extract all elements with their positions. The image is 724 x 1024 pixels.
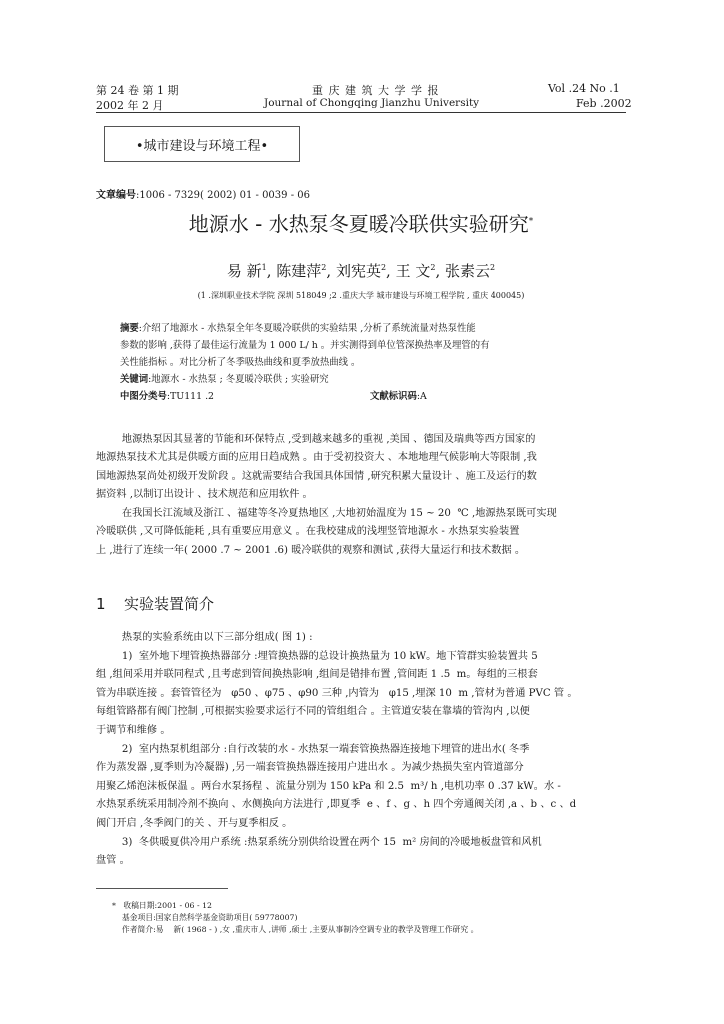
author [396, 262, 445, 280]
author [276, 262, 336, 280]
doc-code-value: :A [416, 391, 427, 402]
abstract-text: 参数的影响 ,获得了最佳运行流量为 1 000 L/ h 。并实测得到单位管深换热率及埋管的有 [120, 340, 490, 351]
header-volume-en: Vol .24 No .1 [548, 82, 620, 95]
footnote: 基金项目:国家自然科学基金资助项目( 59778007) [112, 913, 298, 922]
keywords-text: :地源水 - 水热泵 ; 冬夏暖冷联供 ; 实验研究 [148, 374, 329, 385]
classification-line [120, 388, 614, 405]
title-footnote-mark: * [528, 216, 534, 227]
author-affil-mark: 2 [430, 263, 436, 272]
author [445, 262, 495, 280]
section-heading [96, 593, 214, 614]
header-journal-cn: 重 庆 建 筑 大 学 学 报 [312, 84, 440, 97]
author-list [96, 260, 626, 281]
body-paragraph: 2) 室内热泵机组部分 :自行改装的水 - 水热泵一端套管换热器连接地下埋管的进出水( 冬季 作为蒸发器 ,夏季则为冷凝器) ,另一端套管换热器连接用户进出水 。为减少热损失室内管道部分 用聚乙烯泡沫板保温 。两台水泵扬程 、流量分别为 150 kPa 和 2.5 m³/ h ,电机功率 0 .37 kW。水 - 水热泵系统采用制冷剂不换向 、水侧换向方法进行 ,即夏季 e 、f 、g 、h 四个旁通阀关闭 ,a 、b 、c 、d 阀门开启 ,冬季阀门的关 、开与夏季相反 。 [96, 744, 577, 829]
author-name: 陈建萍 [276, 262, 322, 280]
author-sep: , [266, 262, 277, 280]
author-affil-mark: 2 [321, 263, 327, 272]
clc-label: 中图分类号 [120, 391, 167, 402]
header-rule [96, 112, 626, 113]
author-affil-mark: 1 [261, 263, 267, 272]
keywords-label: 关键词 [120, 374, 149, 385]
author-name: 王 文 [395, 262, 431, 280]
author-sep: , [386, 262, 396, 280]
article-number-label: 文章编号 [96, 190, 136, 201]
affiliations: (1 .深圳职业技术学院 深圳 518049 ;2 .重庆大学 城市建设与环境工程学院 , 重庆 400045) [197, 291, 525, 300]
body-paragraph: 1) 室外地下埋管换热器部分 :埋管换热器的总设计换热量为 10 kW。地下管群实验装置共 5 组 ,组间采用并联同程式 ,且考虑到管间换热影响 ,组间是错排布置 ,管间距 1 .5 m。每组的三根套 管为串联连接 。套管管径为 φ50 、φ75 、φ90 三种 ,内管为 φ15 ,埋深 10 m ,管材为普通 PVC 管 。 每组管路都有阀门控制 ,可根据实验要求运行不同的管组组合 。主管道安装在靠墙的管沟内 ,以便 于调节和维修 。 [96, 651, 578, 736]
intro-paragraph: 在我国长江流域及浙江 、福建等冬冷夏热地区 ,大地初始温度为 15 ~ 20 ℃ ,地源热泵既可实现 冷暖联供 ,又可降低能耗 ,具有重要应用意义 。在我校建成的浅埋竖管地源水 - 水热泵实验装置 上 ,进行了连续一年( 2000 .7 ~ 2001 .6) 暖冷联供的观察和测试 ,获得大量运行和技术数据 。 [96, 508, 557, 556]
intro-paragraph: 地源热泵因其显著的节能和环保特点 ,受到越来越多的重视 ,美国 、德国及瑞典等西方国家的 地源热泵技术尤其是供暖方面的应用日趋成熟 。由于受初投资大 、本地地理气候影响大等限制 ,我 国地源热泵尚处初级开发阶段 。这就需要结合我国具体国情 ,研究积累大量设计 、施工及运行的数 据资料 ,以制订出设计 、技术规范和应用软件 。 [96, 434, 537, 501]
article-number [96, 186, 310, 201]
section-title: 实验装置简介 [124, 595, 215, 613]
body-paragraph: 热泵的实验系统由以下三部分组成( 图 1) : [96, 632, 313, 643]
footnote-rule [96, 888, 228, 889]
body-paragraph: 3) 冬供暖夏供冷用户系统 :热泵系统分别供给设置在两个 15 m² 房间的冷暖地板盘管和风机 盘管 。 [96, 837, 542, 867]
clc-value: :TU111 .2 [166, 391, 215, 402]
doc-code [370, 388, 427, 405]
abstract-text: 关性能指标 。对比分析了冬季吸热曲线和夏季放热曲线 。 [120, 357, 361, 368]
abstract-text: :介绍了地源水 - 水热泵全年冬夏暖冷联供的实验结果 ,分析了系统流量对热泵性能 [138, 323, 476, 334]
footnote: 作者简介:易 新( 1968 - ) ,女 ,重庆市人 ,讲师 ,硕士 ,主要从事制冷空调专业的教学及管理工作研究 。 [112, 925, 479, 934]
abstract-label: 摘要 [120, 323, 139, 334]
section-label-box [104, 126, 300, 162]
author-name: 张素云 [445, 262, 491, 280]
keywords-line [120, 371, 614, 388]
paper-title [96, 208, 626, 237]
section-label: •城市建设与环境工程• [135, 138, 269, 154]
footnote: * 收稿日期:2001 - 06 - 12 [112, 901, 213, 910]
paper-title-text: 地源水 - 水热泵冬夏暖冷联供实验研究 [188, 212, 529, 236]
author [227, 262, 276, 280]
header-date-cn: 2002 年 2 月 [96, 99, 164, 112]
section-number: 1 [96, 595, 106, 613]
author-name: 刘宪英 [335, 262, 381, 280]
header-date-en: Feb .2002 [576, 97, 632, 110]
author-affil-mark: 2 [490, 263, 496, 272]
doc-code-label: 文献标识码 [370, 391, 417, 402]
article-number-value: :1006 - 7329( 2002) 01 - 0039 - 06 [136, 190, 310, 201]
abstract-line [120, 320, 614, 337]
abstract-line [120, 354, 614, 371]
header-journal-en: Journal of Chongqing Jianzhu University [264, 97, 480, 109]
author-sep: , [326, 262, 336, 280]
abstract-line [120, 337, 614, 354]
author-affil-mark: 2 [380, 263, 387, 272]
author [336, 262, 396, 280]
author-sep: , [435, 262, 446, 280]
author-name: 易 新 [226, 262, 262, 280]
header-volume-cn: 第 24 卷 第 1 期 [96, 84, 179, 97]
